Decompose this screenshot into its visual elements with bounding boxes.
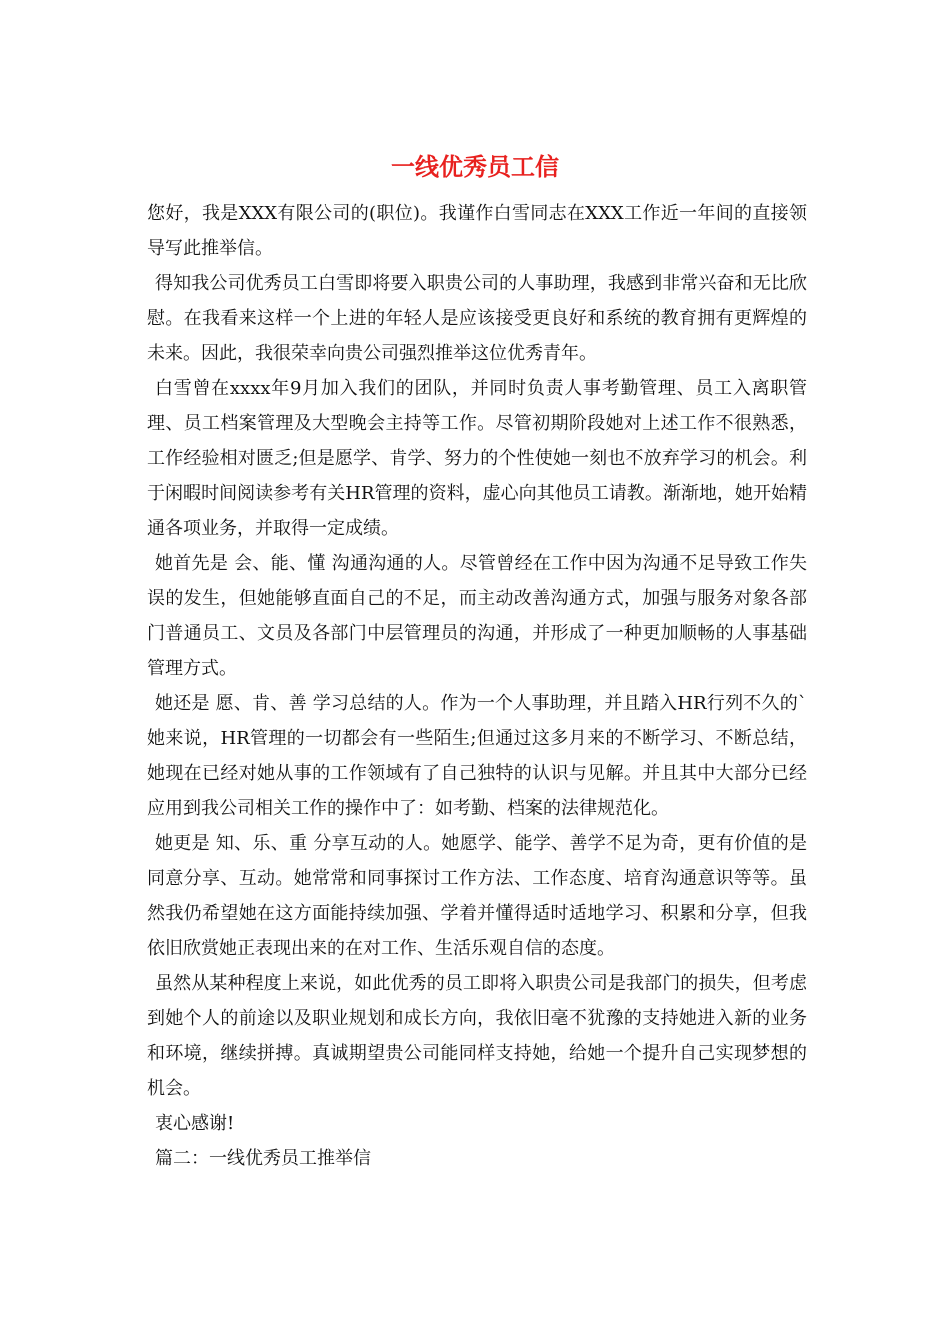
paragraph-thanks: 衷心感谢!: [155, 1113, 235, 1134]
paragraph-support: 虽然从某种程度上来说，如此优秀的员工即将入职贵公司是我部门的损失，但考虑到她个人的前途以及职业规划和成长方向，我依旧毫不犹豫的支持她进入新的业务和环境，继续拼搏。真诚期望贵公司能同样支持她，给她一个提升自己实现梦想的机会。: [147, 973, 807, 1099]
paragraph-intro: 您好，我是XXX有限公司的(职位)。我谨作白雪同志在XXX工作近一年间的直接领导写此推举信。: [147, 203, 807, 259]
paragraph-part-two-heading: 篇二：一线优秀员工推举信: [155, 1148, 371, 1169]
paragraph-sharing: 她更是 知、乐、重 分享互动的人。她愿学、能学、善学不足为奇，更有价值的是同意分享、互动。她常常和同事探讨工作方法、工作态度、培育沟通意识等等。虽然我仍希望她在这方面能持续加强、学着并懂得适时适地学习、积累和分享，但我依旧欣赏她正表现出来的在对工作、生活乐观自信的态度。: [147, 833, 807, 959]
paragraph-recommendation: 得知我公司优秀员工白雪即将要入职贵公司的人事助理，我感到非常兴奋和无比欣慰。在我看来这样一个上进的年轻人是应该接受更良好和系统的教育拥有更辉煌的未来。因此，我很荣幸向贵公司强烈推举这位优秀青年。: [147, 273, 807, 364]
paragraph-learning: 她还是 愿、肯、善 学习总结的人。作为一个人事助理，并且踏入HR行列不久的`她来说，HR管理的一切都会有一些陌生;但通过这多月来的不断学习、不断总结，她现在已经对她从事的工作领域有了自己独特的认识与见解。并且其中大部分已经应用到我公司相关工作的操作中了：如考勤、档案的法律规范化。: [147, 693, 807, 819]
paragraph-background: 白雪曾在xxxx年9月加入我们的团队，并同时负责人事考勤管理、员工入离职管理、员工档案管理及大型晚会主持等工作。尽管初期阶段她对上述工作不很熟悉，工作经验相对匮乏;但是愿学、肯学、努力的个性使她一刻也不放弃学习的机会。利于闲暇时间阅读参考有关HR管理的资料，虚心向其他员工请教。渐渐地，她开始精通各项业务，并取得一定成绩。: [147, 378, 807, 539]
document-body: [147, 196, 807, 1176]
document-title: 一线优秀员工信: [391, 152, 559, 181]
paragraph-communication: 她首先是 会、能、懂 沟通沟通的人。尽管曾经在工作中因为沟通不足导致工作失误的发生，但她能够直面自己的不足，而主动改善沟通方式，加强与服务对象各部门普通员工、文员及各部门中层管理员的沟通，并形成了一种更加顺畅的人事基础管理方式。: [147, 553, 807, 679]
